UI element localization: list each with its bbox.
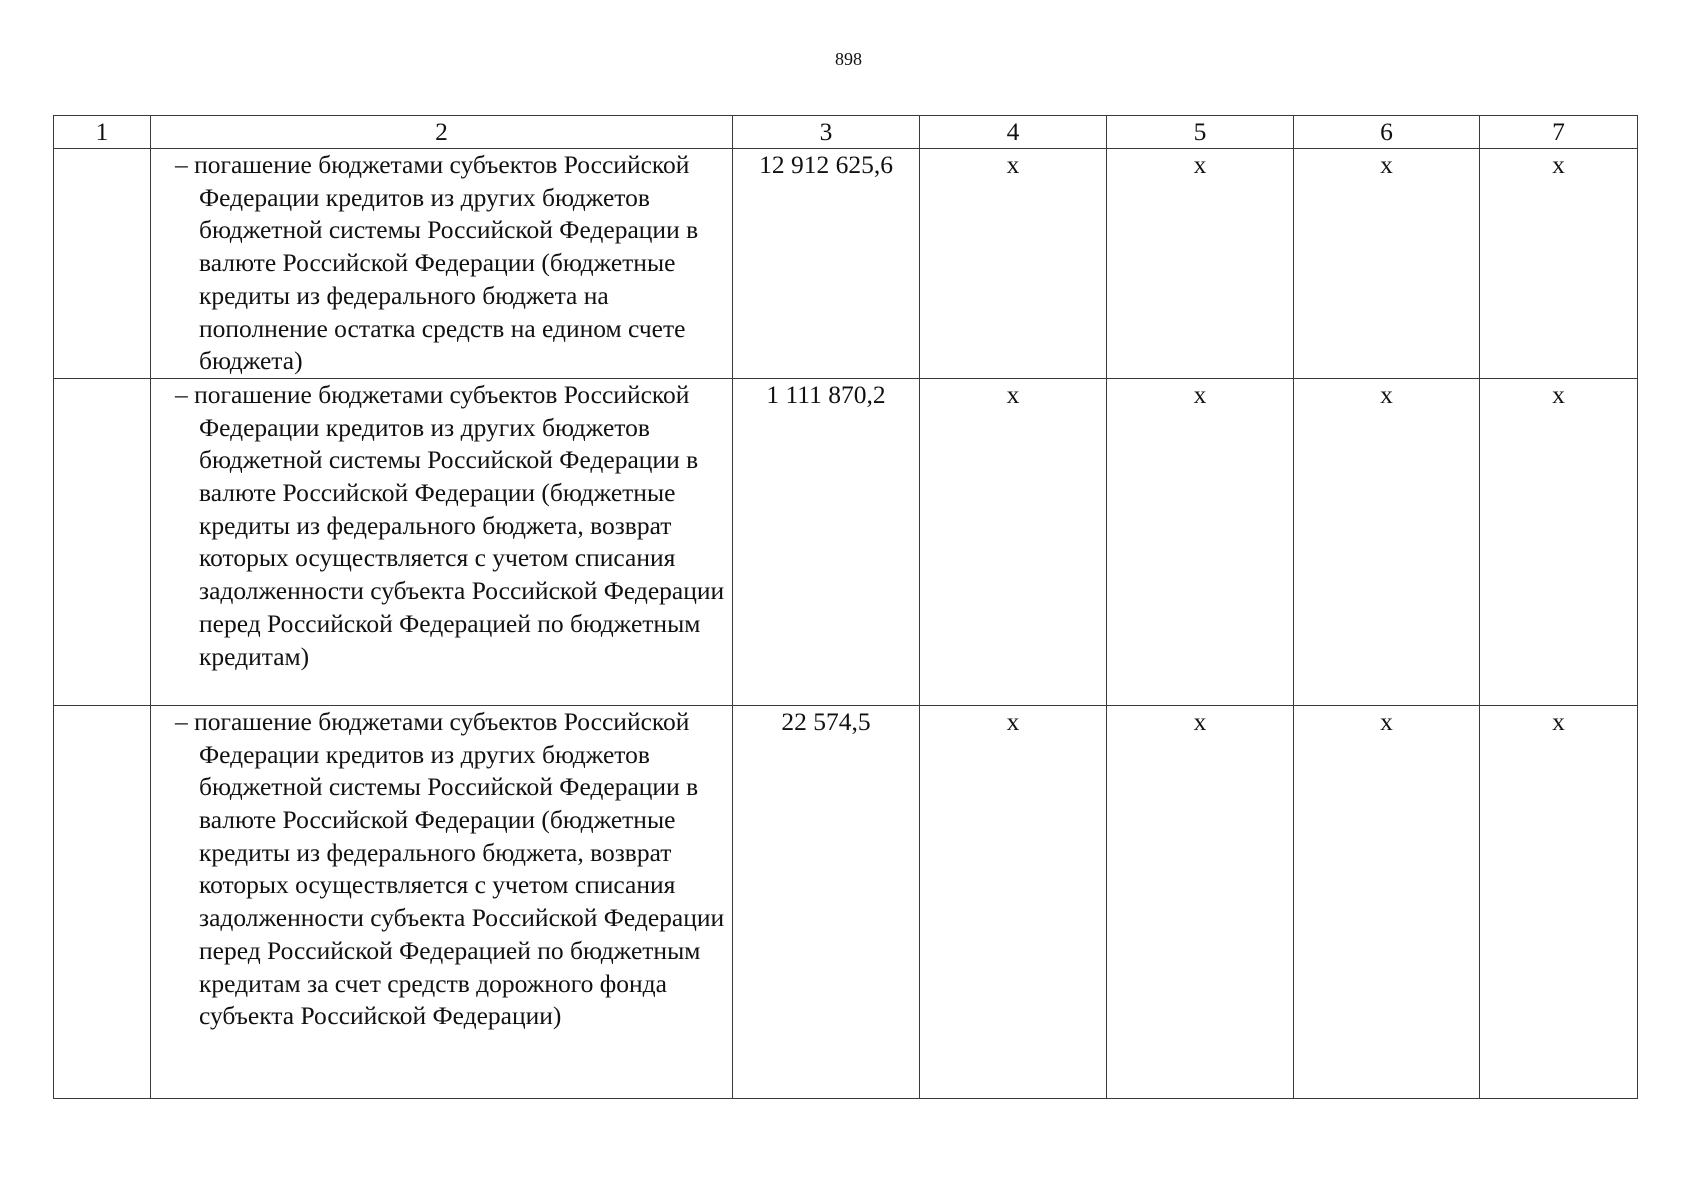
description-cell (151, 378, 733, 705)
value-cell: x (1480, 149, 1638, 379)
row-number-cell (54, 149, 151, 379)
amount-cell: 1 111 870,2 (733, 378, 920, 705)
description-text: – погашение бюджетами субъектов Российской Федерации кредитов из других бюджетов бюджетной системы Российской Федерации в валюте Российской Федерации (бюджетные кредиты из федерального бюджета, возврат которых осуществляется с учетом списания задолженности субъекта Российской Федерации перед Российской Федерацией по бюджетным кредитам за счет средств дорожного фонда субъекта Российской Федерации) (175, 706, 725, 1031)
value-cell: x (1107, 378, 1294, 705)
description-text: – погашение бюджетами субъектов Российской Федерации кредитов из других бюджетов бюджетной системы Российской Федерации в валюте Российской Федерации (бюджетные кредиты из федерального бюджета, возврат которых осуществляется с учетом списания задолженности субъекта Российской Федерации перед Российской Федерацией по бюджетным кредитам) (175, 379, 725, 671)
budget-table (53, 115, 1638, 1099)
value-cell: x (920, 705, 1107, 1098)
description-cell (151, 705, 733, 1098)
column-header: 4 (920, 116, 1107, 149)
value-cell: x (1294, 705, 1480, 1098)
column-header: 3 (733, 116, 920, 149)
table-row (54, 705, 1638, 1098)
value-cell: x (1107, 705, 1294, 1098)
table-row (54, 149, 1638, 379)
page-number: 898 (835, 49, 862, 69)
description-text: – погашение бюджетами субъектов Российской Федерации кредитов из других бюджетов бюджетной системы Российской Федерации в валюте Российской Федерации (бюджетные кредиты из федерального бюджета на пополнение остатка средств на едином счете бюджета) (175, 150, 699, 376)
row-number-cell (54, 378, 151, 705)
table-header-row (54, 116, 1638, 149)
amount-cell: 12 912 625,6 (733, 149, 920, 379)
amount-cell: 22 574,5 (733, 705, 920, 1098)
column-header: 6 (1294, 116, 1480, 149)
value-cell: x (1480, 378, 1638, 705)
table-row (54, 378, 1638, 705)
column-header: 1 (54, 116, 151, 149)
value-cell: x (920, 378, 1107, 705)
column-header: 7 (1480, 116, 1638, 149)
column-header: 2 (151, 116, 733, 149)
description-cell (151, 149, 733, 379)
row-number-cell (54, 705, 151, 1098)
column-header: 5 (1107, 116, 1294, 149)
value-cell: x (1294, 149, 1480, 379)
value-cell: x (1107, 149, 1294, 379)
value-cell: x (920, 149, 1107, 379)
value-cell: x (1480, 705, 1638, 1098)
value-cell: x (1294, 378, 1480, 705)
